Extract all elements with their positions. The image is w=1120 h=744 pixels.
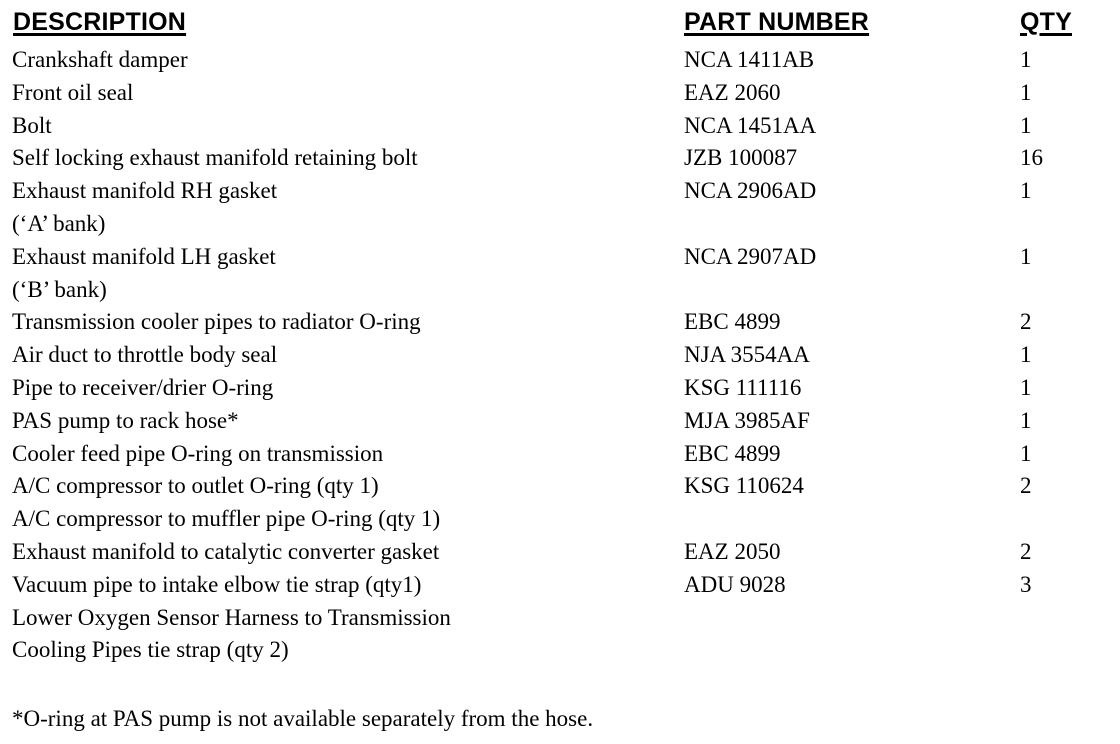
row-part-number: KSG 110624 <box>684 473 804 499</box>
row-description: Cooling Pipes tie strap (qty 2) <box>12 637 289 663</box>
table-row <box>0 536 1120 569</box>
table-row <box>0 438 1120 471</box>
row-description: Lower Oxygen Sensor Harness to Transmission <box>12 604 451 630</box>
table-row <box>0 142 1120 175</box>
table-row <box>0 372 1120 405</box>
table-row <box>0 44 1120 77</box>
row-description: Pipe to receiver/drier O-ring <box>12 374 274 400</box>
row-part-number: KSG 111116 <box>684 374 802 400</box>
row-description: (‘A’ bank) <box>12 210 106 236</box>
row-part-number: NJA 3554AA <box>684 342 810 368</box>
row-part-number: NCA 1451AA <box>684 112 817 138</box>
table-row <box>0 634 1120 667</box>
row-part-number: JZB 100087 <box>684 145 798 171</box>
parts-table <box>0 44 1120 667</box>
table-row <box>0 470 1120 503</box>
table-row <box>0 602 1120 635</box>
row-description: Crankshaft damper <box>12 47 188 72</box>
footnote: *O-ring at PAS pump is not available separately from the hose. <box>12 706 594 731</box>
row-qty: 1 <box>1020 243 1032 269</box>
row-qty: 1 <box>1020 374 1032 400</box>
row-part-number: EAZ 2050 <box>684 538 781 564</box>
table-row <box>0 208 1120 241</box>
row-qty: 1 <box>1020 47 1032 72</box>
row-part-number: EBC 4899 <box>684 440 781 466</box>
row-description: Bolt <box>12 112 52 138</box>
row-part-number: NCA 1411AB <box>684 47 815 72</box>
row-description: A/C compressor to muffler pipe O-ring (qty 1) <box>12 506 441 532</box>
table-row <box>0 503 1120 536</box>
part-number-column-header: PART NUMBER <box>684 8 870 36</box>
row-qty: 1 <box>1020 112 1032 138</box>
table-row <box>0 569 1120 602</box>
row-qty: 1 <box>1020 342 1032 368</box>
row-qty: 16 <box>1020 145 1043 171</box>
row-qty: 2 <box>1020 473 1032 499</box>
table-row <box>0 175 1120 208</box>
table-row <box>0 306 1120 339</box>
table-row <box>0 77 1120 110</box>
row-description: Transmission cooler pipes to radiator O-ring <box>12 309 421 335</box>
row-description: A/C compressor to outlet O-ring (qty 1) <box>12 473 379 499</box>
row-part-number: NCA 2907AD <box>684 243 817 269</box>
row-qty: 1 <box>1020 178 1032 204</box>
qty-column-header: QTY <box>1020 8 1072 36</box>
table-row <box>0 339 1120 372</box>
row-part-number: MJA 3985AF <box>684 407 810 433</box>
row-part-number: NCA 2906AD <box>684 178 817 204</box>
row-part-number: EAZ 2060 <box>684 79 781 105</box>
row-qty: 1 <box>1020 407 1032 433</box>
row-description: Cooler feed pipe O-ring on transmission <box>12 440 384 466</box>
row-description: Exhaust manifold LH gasket <box>12 243 276 269</box>
row-description: (‘B’ bank) <box>12 276 107 302</box>
row-description: Vacuum pipe to intake elbow tie strap (qty1) <box>12 571 422 597</box>
table-row <box>0 241 1120 274</box>
row-description: Exhaust manifold to catalytic converter gasket <box>12 538 440 564</box>
row-description: Exhaust manifold RH gasket <box>12 178 278 204</box>
row-description: Front oil seal <box>12 79 134 105</box>
table-row <box>0 110 1120 143</box>
row-part-number: ADU 9028 <box>684 571 786 597</box>
row-part-number: EBC 4899 <box>684 309 781 335</box>
row-qty: 1 <box>1020 79 1032 105</box>
row-qty: 2 <box>1020 309 1032 335</box>
row-description: PAS pump to rack hose* <box>12 407 239 433</box>
table-row <box>0 274 1120 307</box>
row-qty: 2 <box>1020 538 1032 564</box>
row-description: Self locking exhaust manifold retaining bolt <box>12 145 418 171</box>
row-description: Air duct to throttle body seal <box>12 342 278 368</box>
row-qty: 1 <box>1020 440 1032 466</box>
row-qty: 3 <box>1020 571 1032 597</box>
table-row <box>0 405 1120 438</box>
description-column-header: DESCRIPTION <box>13 8 187 36</box>
